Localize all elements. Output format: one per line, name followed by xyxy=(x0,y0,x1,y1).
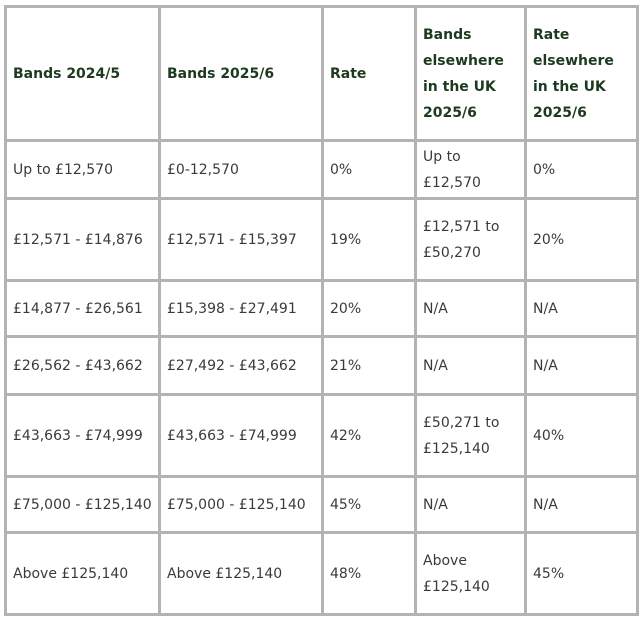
table-cell: £43,663 - £74,999 xyxy=(6,395,160,477)
table-cell: N/A xyxy=(416,477,526,533)
table-cell: £12,571 - £15,397 xyxy=(160,199,323,281)
table-cell: 0% xyxy=(323,141,416,199)
table-cell: 20% xyxy=(323,281,416,337)
table-cell: 21% xyxy=(323,337,416,395)
table-cell: 48% xyxy=(323,533,416,615)
income-tax-bands-table xyxy=(4,5,639,616)
table-cell: £75,000 - £125,140 xyxy=(160,477,323,533)
table-cell: 40% xyxy=(526,395,638,477)
table-cell: 20% xyxy=(526,199,638,281)
header-bands-2025-6: Bands 2025/6 xyxy=(160,7,323,141)
table-cell: 45% xyxy=(323,477,416,533)
table-cell: N/A xyxy=(416,281,526,337)
table-cell: Above £125,140 xyxy=(160,533,323,615)
table-row xyxy=(6,199,638,281)
table-cell: Up to £12,570 xyxy=(416,141,526,199)
header-bands-2024-5: Bands 2024/5 xyxy=(6,7,160,141)
table-cell: £27,492 - £43,662 xyxy=(160,337,323,395)
table-cell: 42% xyxy=(323,395,416,477)
table-row xyxy=(6,395,638,477)
table-cell: N/A xyxy=(526,281,638,337)
table-cell: £43,663 - £74,999 xyxy=(160,395,323,477)
table-cell: £12,571 - £14,876 xyxy=(6,199,160,281)
table-cell: £12,571 to £50,270 xyxy=(416,199,526,281)
table-cell: 19% xyxy=(323,199,416,281)
table-row xyxy=(6,141,638,199)
table-cell: £50,271 to £125,140 xyxy=(416,395,526,477)
table-row xyxy=(6,533,638,615)
table-cell: N/A xyxy=(526,337,638,395)
table-cell: £26,562 - £43,662 xyxy=(6,337,160,395)
table-cell: N/A xyxy=(526,477,638,533)
header-rate-elsewhere-uk: Rate elsewhere in the UK 2025/6 xyxy=(526,7,638,141)
table-cell: £75,000 - £125,140 xyxy=(6,477,160,533)
table-cell: N/A xyxy=(416,337,526,395)
table-row xyxy=(6,337,638,395)
table-cell: Above £125,140 xyxy=(416,533,526,615)
header-bands-elsewhere-uk: Bands elsewhere in the UK 2025/6 xyxy=(416,7,526,141)
table-cell: Above £125,140 xyxy=(6,533,160,615)
table-header-row xyxy=(6,7,638,141)
table-cell: Up to £12,570 xyxy=(6,141,160,199)
table-cell: £0-12,570 xyxy=(160,141,323,199)
table-row xyxy=(6,477,638,533)
header-rate: Rate xyxy=(323,7,416,141)
table-cell: 0% xyxy=(526,141,638,199)
table-cell: £15,398 - £27,491 xyxy=(160,281,323,337)
table-cell: 45% xyxy=(526,533,638,615)
table-row xyxy=(6,281,638,337)
table-cell: £14,877 - £26,561 xyxy=(6,281,160,337)
